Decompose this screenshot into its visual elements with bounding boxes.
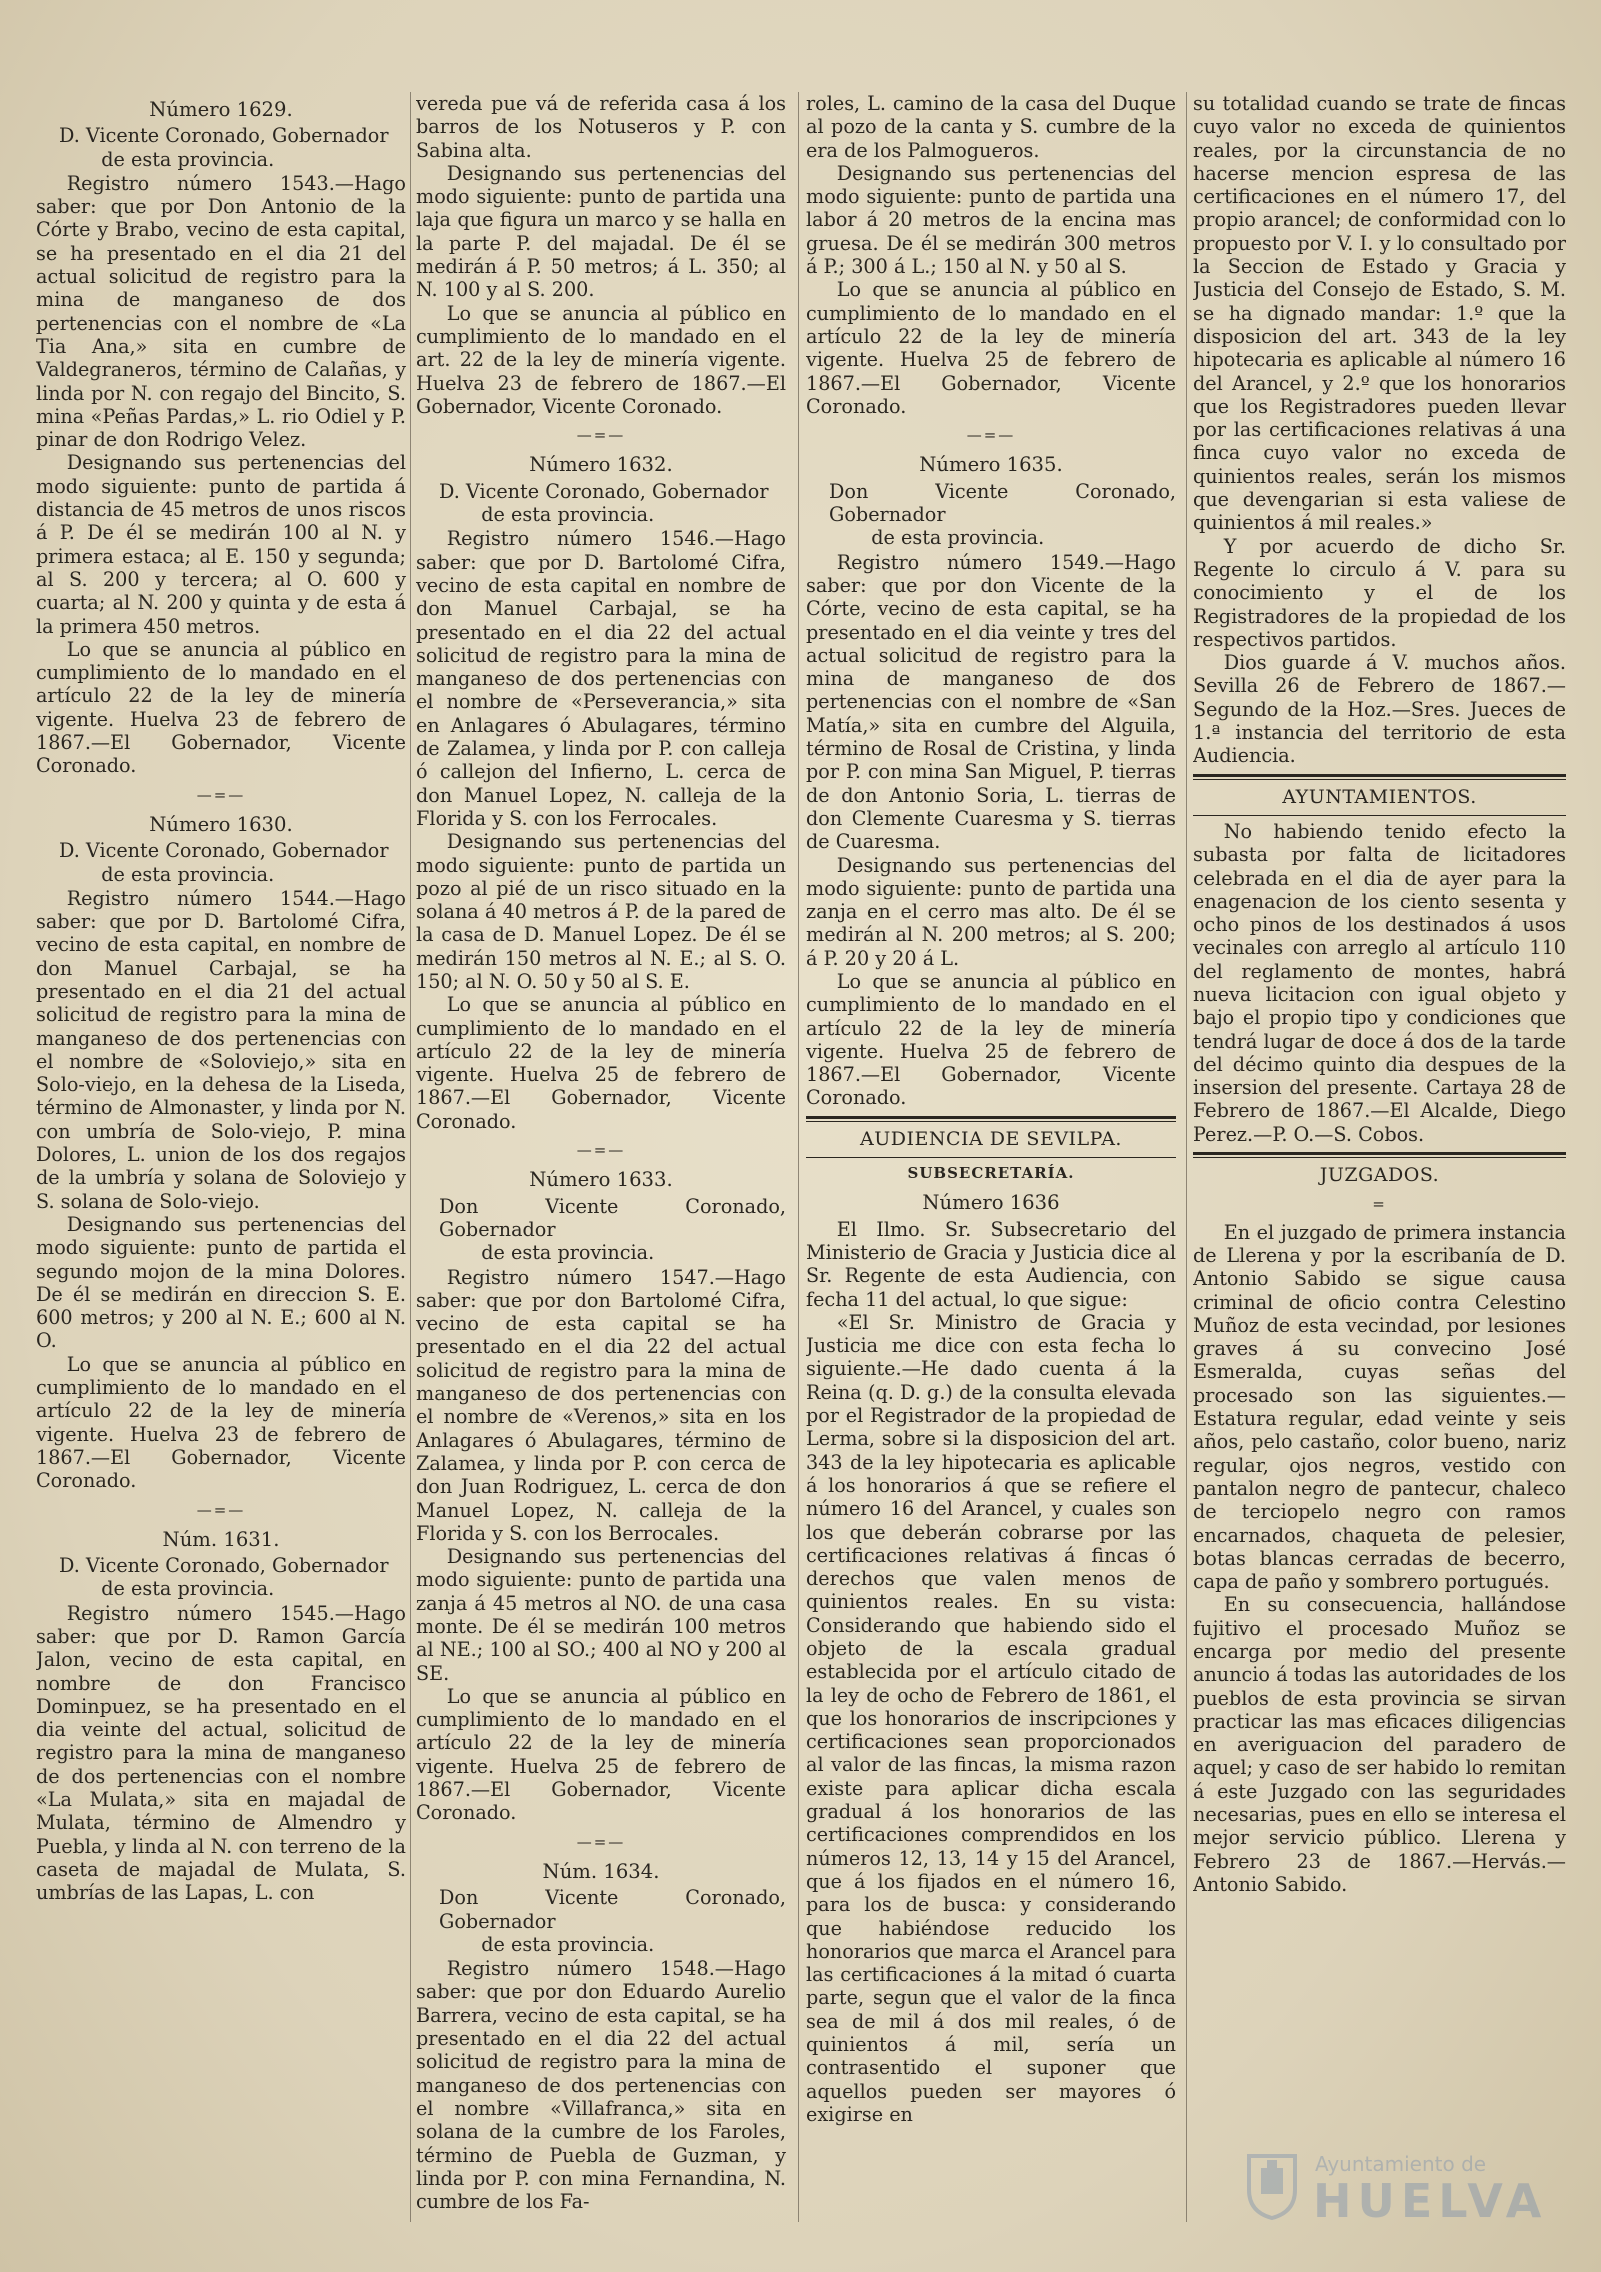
notice-closing: Lo que se anuncia al público en cumplimiento de lo mandado en el artículo 22 de la ley de minería vigente. Huelva 23 de febrero de 1867.—El Gobernador, Vicente Coronado. bbox=[36, 637, 406, 778]
notice-quote: «El Sr. Ministro de Gracia y Justicia me dice con esta fecha lo siguiente.—He dado cuenta á la Reina (q. D. g.) de la consulta elevada por el Registrador de la propiedad de Lerma, sobre si la disposicion del art. 343 de la ley hipotecaria es aplicable á los honorarios á que se refiere el número 16 del Arancel, y cuales son los que deberán cobrarse por las certificaciones relativas á fincas ó derechos que valen menos de quinientos reales. En su vista: Considerando que habiendo sido el objeto de la escala gradual establecida por el artículo citado de la ley de ocho de Febrero de 1861, el que los honorarios de inscripciones y certificaciones sean proporcionados al valor de las fincas, la misma razon existe para aplicar dicha escala gradual á los honorarios de las certificaciones comprendidos en los números 12, 13, 14 y 15 del Arancel, que á los fijados en el número 16, para los de busca: y considerando que habiéndose reducido los honorarios que marca el Arancel para las certificaciones á la mitad ó cuarta parte, segun que el valor de la finca sea de mil á dos mil reales, ó de quinientos á mil, sería un contrasentido el suponer que aquellos pueden ser mayores ó exigirse en bbox=[806, 1310, 1176, 2126]
notice-body: Registro número 1543.—Hago saber: que por Don Antonio de la Córte y Brabo, vecino de esta capital, se ha presentado en el dia 21 del actual solicitud de registro para la mina de manganeso de dos pertenencias con el nombre de «La Tia Ana,» sita en cumbre de Valdegraneros, término de Calañas, y linda por N. con regajo del Bincito, S. mina «Peñas Pardas,» L. rio Odiel y P. pinar de don Rodrigo Velez. bbox=[36, 171, 406, 452]
notice-design: Designando sus pertenencias del modo siguiente: punto de partida el segundo mojon de la mina Dolores. De él se medirán en direccion S. E. 600 metros; y 200 al N. E.; 600 al N. O. bbox=[36, 1212, 406, 1353]
section-rule bbox=[1193, 815, 1566, 816]
notice-design: Designando sus pertenencias del modo siguiente: punto de partida una labor á 20 metros de la encina mas gruesa. De él se medirán 300 metros á P.; 300 á L.; 150 al N. y 50 al S. bbox=[806, 161, 1176, 279]
separator: —=— bbox=[966, 426, 1016, 445]
column-divider bbox=[410, 92, 411, 2222]
notice-design: Designando sus pertenencias del modo siguiente: punto de partida un pozo al pié de un risco situado en la solana á 40 metros á P. de la pared de la casa de D. Manuel Lopez. De él se medirán 150 metros al N. E.; al S. O. 150; al N. O. 50 y 50 al S. E. bbox=[416, 830, 786, 993]
column-divider bbox=[1186, 92, 1187, 2222]
notice-title: Número 1632. bbox=[529, 453, 673, 477]
notice-body: Registro número 1545.—Hago saber: que por D. Ramon García Jalon, vecino de esta capital, en nombre de don Francisco Dominpuez, se ha presentado en el dia veinte del actual, solicitud de registro para la mina de manganeso de dos pertenencias con el nombre «La Mulata,» sita en majadal de Mulata, término de Almendro y Puebla, y linda al N. con terreno de la caseta de majadal de Mulata, S. umbrías de las Lapas, L. con bbox=[36, 1601, 406, 1905]
column-divider bbox=[798, 92, 799, 2222]
subsection-heading: SUBSECRETARÍA. bbox=[907, 1164, 1075, 1183]
column-1 bbox=[36, 92, 406, 2232]
watermark-text: Ayuntamiento de bbox=[1315, 2152, 1487, 2176]
notice-continuation: roles, L. camino de la casa del Duque al pozo de la canta y S. cumbre de la era de los Palmogueros. bbox=[806, 92, 1176, 162]
notice-closing: Lo que se anuncia al público en cumplimiento de lo mandado en el artículo 22 de la ley de minería vigente. Huelva 25 de febrero de 1867.—El Gobernador, Vicente Coronado. bbox=[806, 969, 1176, 1110]
notice-closing: Lo que se anuncia al público en cumplimiento de lo mandado en el art. 22 de la ley de minería vigente. Huelva 23 de febrero de 1867.—El Gobernador, Vicente Coronado. bbox=[416, 301, 786, 418]
notice-closing: Lo que se anuncia al público en cumplimiento de lo mandado en el artículo 22 de la ley de minería vigente. Huelva 23 de febrero de 1867.—El Gobernador, Vicente Coronado. bbox=[36, 1352, 406, 1493]
separator: —=— bbox=[576, 426, 626, 445]
separator: —=— bbox=[576, 1141, 626, 1160]
notice-design: Designando sus pertenencias del modo siguiente: punto de partida una zanja á 45 metros al NO. de una casa monte. De él se medirán 100 metros al NE.; 100 al SO.; 400 al NO y 200 al SE. bbox=[416, 1545, 786, 1685]
notice-continuation: su totalidad cuando se trate de fincas cuyo valor no exceda de quinientos reales, por la circunstancia de no hacerse mencion espresa de las certificaciones en el número 17, del propio arancel; de conformidad con lo propuesto por V. I. y lo consultado por la Seccion de Estado y Gracia y Justicia del Consejo de Estado, S. M. se ha dignado mandar: 1.º que la disposicion del art. 343 de la ley hipotecaria es aplicable al número 16 del Arancel, y 2.º que los honorarios que los Registradores pueden llevar por las certificaciones relativas á una finca cuyo valor no exceda de quinientos reales, serán los mismos que devengarian si esta valiese de quinientos á mil reales.» bbox=[1193, 92, 1566, 535]
notice-title: Número 1635. bbox=[919, 453, 1063, 477]
section-rule bbox=[1193, 1152, 1566, 1158]
notice-title: Número 1630. bbox=[149, 812, 293, 836]
notice-closing: Lo que se anuncia al público en cumplimiento de lo mandado en el artículo 22 de la ley de minería vigente. Huelva 25 de febrero de 1867.—El Gobernador, Vicente Coronado. bbox=[806, 278, 1176, 418]
column-4 bbox=[1193, 92, 1566, 2232]
notice-authority: D. Vicente Coronado, Gobernador de esta provincia. bbox=[59, 1554, 389, 1601]
notice-title: Número 1629. bbox=[149, 98, 293, 121]
separator: —=— bbox=[576, 1832, 626, 1851]
notice-closing: Lo que se anuncia al público en cumplimiento de lo mandado en el artículo 22 de la ley de minería vigente. Huelva 25 de febrero de 1867.—El Gobernador, Vicente Coronado. bbox=[416, 993, 786, 1133]
separator: = bbox=[1372, 1195, 1387, 1214]
notice-title: Núm. 1634. bbox=[542, 1859, 660, 1883]
notice-design: Designando sus pertenencias del modo siguiente: punto de partida una laja que figura un marco y se halla en la parte P. del majadal. De él se medirán á P. 50 metros; á L. 350; al N. 100 y al S. 200. bbox=[416, 161, 786, 302]
notice-paragraph: En su consecuencia, hallándose fujitivo el procesado Muñoz se encarga por medio del presente anuncio á todas las autoridades de los pueblos de esta provincia se sirvan practicar las mas eficaces diligencias en averiguacion del paradero de aquel; y caso de ser habido lo remitan á este Juzgado con las seguridades necesarias, pues en ello se interesa el mejor servicio público. Llerena y Febrero 23 de 1867.—Hervás.—Antonio Sabido. bbox=[1193, 1593, 1566, 1896]
notice-title: Número 1636 bbox=[922, 1191, 1060, 1215]
column-3 bbox=[806, 92, 1176, 2232]
section-heading: JUZGADOS. bbox=[1319, 1164, 1440, 1187]
notice-authority: D. Vicente Coronado, Gobernador de esta provincia. bbox=[59, 124, 389, 171]
separator: —=— bbox=[196, 1500, 246, 1519]
notice-authority: Don Vicente Coronado, Gobernador de esta provincia. bbox=[439, 1194, 786, 1265]
separator: —=— bbox=[196, 785, 246, 804]
archive-watermark bbox=[1245, 2150, 1548, 2230]
notice-design: Designando sus pertenencias del modo siguiente: punto de partida una zanja en el cerro mas alto. De él se medirán al N. 200 metros; al S. 200; á P. 20 y 20 á L. bbox=[806, 853, 1176, 970]
watermark-title: HUELVA bbox=[1313, 2174, 1548, 2228]
notice-closing: Lo que se anuncia al público en cumplimiento de lo mandado en el artículo 22 de la ley de minería vigente. Huelva 25 de febrero de 1867.—El Gobernador, Vicente Coronado. bbox=[416, 1684, 786, 1825]
notice-authority: D. Vicente Coronado, Gobernador de esta provincia. bbox=[439, 479, 769, 527]
notice-title: Núm. 1631. bbox=[162, 1527, 280, 1551]
notice-body: Registro número 1548.—Hago saber: que por don Eduardo Aurelio Barrera, vecino de esta capital, se ha presentado en el dia 22 del actual solicitud de registro para la mina de manganeso de dos pertenencias con el nombre «Villafranca,» sita en solana de la cumbre de los Faroles, término de Puebla de Guzman, y linda por P. con mina Fernandina, N. cumbre de los Fa- bbox=[416, 1957, 786, 2214]
notice-authority: Don Vicente Coronado, Gobernador de esta provincia. bbox=[829, 479, 1176, 550]
notice-design: Designando sus pertenencias del modo siguiente: punto de partida á distancia de 45 metros de unos riscos á P. De él se medirán 100 al N. y primera estaca; al E. 150 y segunda; al S. 200 y tercera; al O. 600 y cuarta; al N. 200 y quinta y de esta á la primera 450 metros. bbox=[36, 451, 406, 638]
coat-of-arms-icon bbox=[1245, 2150, 1299, 2220]
notice-paragraph: Y por acuerdo de dicho Sr. Regente lo circulo á V. para su conocimiento y el de los Registradores de la propiedad de los respectivos partidos. bbox=[1193, 534, 1566, 651]
notice-body: Registro número 1544.—Hago saber: que por D. Bartolomé Cifra, vecino de esta capital, en nombre de don Manuel Carbajal, se ha presentado en el dia 21 del actual solicitud de registro para la mina de manganeso de dos pertenencias con el nombre de «Soloviejo,» sita en Solo-viejo, en la dehesa de la Liseda, término de Almonaster, y linda por N. con umbría de Solo-viejo, P. mina Dolores, L. union de los dos regajos de la umbría y solana de Soloviejo y S. solana de Solo-viejo. bbox=[36, 886, 406, 1213]
notice-body: Registro número 1547.—Hago saber: que por don Bartolomé Cifra, vecino de esta capital se ha presentado en el dia 22 del actual solicitud de registro para la mina de manganeso de dos pertenencias con el nombre de «Verenos,» sita en los Anlagares ó Abulagares, término de Zalamea, y linda por P. con cerca de don Juan Rodriguez, L. cerca de don Manuel Lopez, N. calleja de la Florida y S. con los Berrocales. bbox=[416, 1265, 786, 1545]
notice-title: Número 1633. bbox=[529, 1168, 673, 1192]
notice-body: En el juzgado de primera instancia de Llerena y por la escribanía de D. Antonio Sabido se sigue causa criminal de oficio contra Celestino Muñoz de esta vecindad, por lesiones graves á su convecino José Esmeralda, cuyas señas del procesado son las siguientes.—Estatura regular, edad veinte y seis años, pelo castaño, color bueno, nariz regular, ojos negros, vestido con pantalon negro de pantecur, chaleco de terciopelo negro con ramos encarnados, chaqueta de pelesier, botas blancas cerradas de becerro, capa de paño y sombrero portugués. bbox=[1193, 1220, 1566, 1594]
column-2 bbox=[416, 92, 786, 2232]
section-rule bbox=[806, 1157, 1176, 1158]
notice-body: El Ilmo. Sr. Subsecretario del Ministerio de Gracia y Justicia dice al Sr. Regente de esta Audiencia, con fecha 11 del actual, lo que sigue: bbox=[806, 1217, 1176, 1311]
section-rule bbox=[1193, 774, 1566, 780]
notice-continuation: vereda pue vá de referida casa á los barros de los Notuseros y P. con Sabina alta. bbox=[416, 92, 786, 162]
notice-body: Registro número 1549.—Hago saber: que por don Vicente de la Córte, vecino de esta capital, se ha presentado en el dia veinte y tres del actual solicitud de registro para la mina de manganeso de dos pertenencias con el nombre de «San Matía,» sita en cumbre del Alguila, término de Rosal de Cristina, y linda por P. con mina San Miguel, P. tierras de don Antonio Soria, L. tierras de don Clemente Cuaresma y S. tierras de Cuaresma. bbox=[806, 550, 1176, 854]
section-heading: AUDIENCIA DE SEVILPA. bbox=[860, 1127, 1122, 1150]
notice-body: Registro número 1546.—Hago saber: que por D. Bartolomé Cifra, vecino de esta capital en nombre de don Manuel Carbajal, se ha presentado en el dia 22 del actual solicitud de registro para la mina de manganeso de dos pertenencias con el nombre de «Perseverancia,» sita en Anlagares ó Abulagares, término de Zalamea, y linda por P. con calleja ó callejon del Infierno, L. cerca de don Manuel Lopez, N. calleja de la Florida y S. con los Ferrocales. bbox=[416, 527, 786, 830]
notice-authority: D. Vicente Coronado, Gobernador de esta provincia. bbox=[59, 839, 389, 886]
notice-authority: Don Vicente Coronado, Gobernador de esta provincia. bbox=[439, 1886, 786, 1956]
notice-signature: Dios guarde á V. muchos años. Sevilla 26 de Febrero de 1867.—Segundo de la Hoz.—Sres. Jueces de 1.ª instancia del territorio de esta Audiencia. bbox=[1193, 651, 1566, 768]
section-heading: AYUNTAMIENTOS. bbox=[1282, 785, 1477, 808]
notice-body: No habiendo tenido efecto la subasta por falta de licitadores celebrada en el dia de ayer para la enagenacion de los ciento sesenta y ocho pinos de los destinados á usos vecinales con arreglo al artículo 110 del reglamento de montes, habrá nueva licitacion con igual objeto y bajo el propio tipo y condiciones que tendrá lugar de doce á dos de la tarde del décimo quinto dia despues de la insersion del presente. Cartaya 28 de Febrero de 1867.—El Alcalde, Diego Perez.—P. O.—S. Cobos. bbox=[1193, 819, 1566, 1146]
section-rule bbox=[806, 1116, 1176, 1122]
